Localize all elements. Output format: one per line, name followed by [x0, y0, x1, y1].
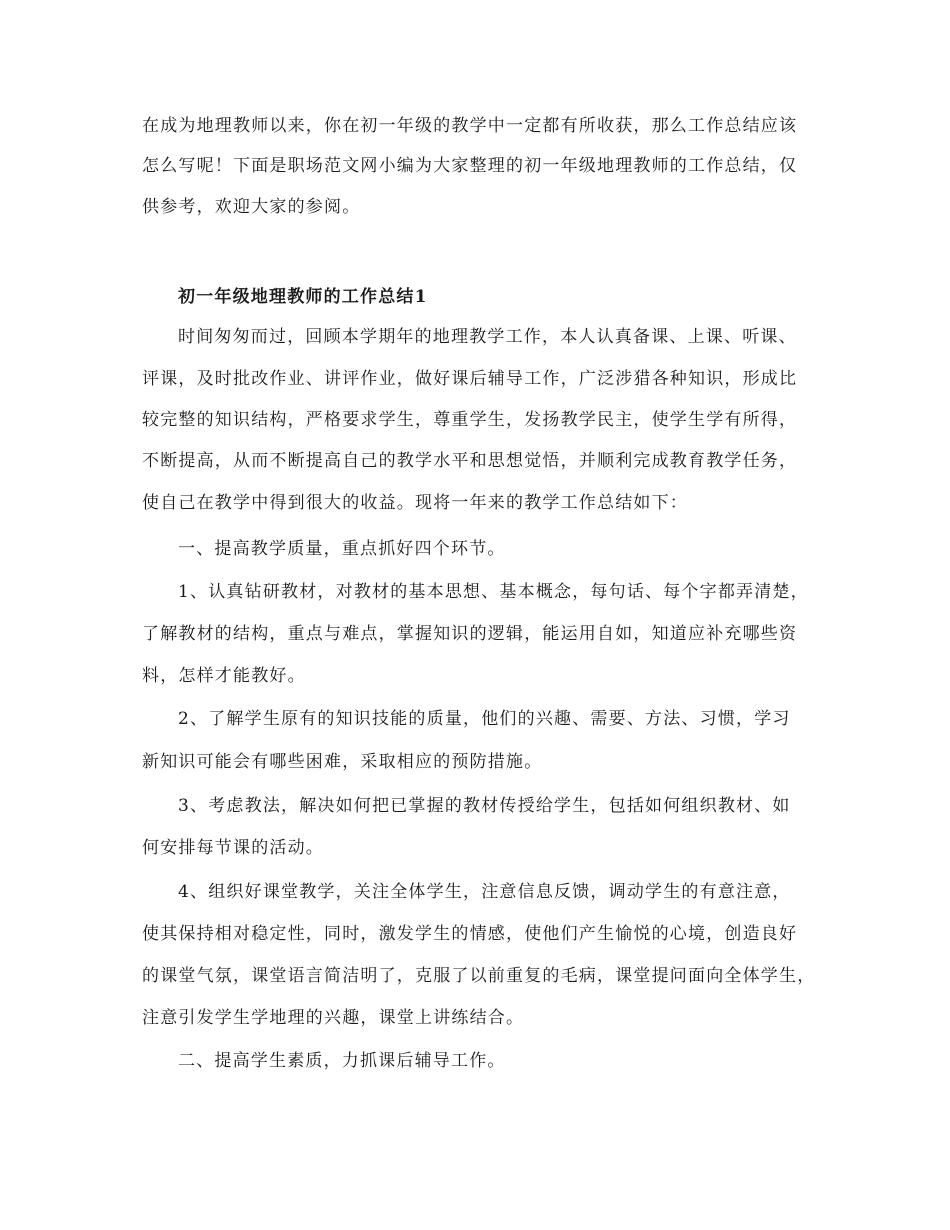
paragraph-line: 不断提高，从而不断提高自己的教学水平和思想觉悟，并顺利完成教育教学任务， [142, 451, 798, 471]
intro-line-1: 在成为地理教师以来，你在初一年级的教学中一定都有所收获，那么工作总结应该 [142, 116, 798, 136]
list-item-3-line: 何安排每节课的活动。 [142, 838, 324, 858]
list-item-2-line: 2、了解学生原有的知识技能的质量，他们的兴趣、需要、方法、习惯，学习 [178, 709, 791, 729]
list-item-4-line: 4、组织好课堂教学，关注全体学生，注意信息反馈，调动学生的有意注意， [178, 882, 791, 902]
paragraph-line: 较完整的知识结构，严格要求学生，尊重学生，发扬教学民主，使学生学有所得， [142, 410, 798, 430]
list-item-4-line: 注意引发学生学地理的兴趣，课堂上讲练结合。 [142, 1008, 525, 1028]
paragraph-line: 时间匆匆而过，回顾本学期年的地理教学工作，本人认真备课、上课、听课、 [178, 327, 797, 347]
list-item-4-line: 使其保持相对稳定性，同时，激发学生的情感，使他们产生愉悦的心境，创造良好 [142, 924, 798, 944]
subheading-one: 一、提高教学质量，重点抓好四个环节。 [178, 539, 506, 559]
subheading-two: 二、提高学生素质，力抓课后辅导工作。 [178, 1051, 506, 1071]
intro-line-2: 怎么写呢！下面是职场范文网小编为大家整理的初一年级地理教师的工作总结，仅 [142, 156, 798, 176]
list-item-1-line: 了解教材的结构，重点与难点，掌握知识的逻辑，能运用自如，知道应补充哪些资 [142, 624, 798, 644]
paragraph-line: 评课，及时批改作业、讲评作业，做好课后辅导工作，广泛涉猎各种知识，形成比 [142, 369, 798, 389]
paragraph-line: 使自己在教学中得到很大的收益。现将一年来的教学工作总结如下： [142, 493, 688, 513]
list-item-1-line: 1、认真钻研教材，对教材的基本思想、基本概念，每句话、每个字都弄清楚， [178, 582, 809, 602]
list-item-1-line: 料，怎样才能教好。 [142, 666, 306, 686]
intro-line-3: 供参考，欢迎大家的参阅。 [142, 197, 361, 217]
list-item-4-line: 的课堂气氛，课堂语言简洁明了，克服了以前重复的毛病，课堂提问面向全体学生， [142, 966, 816, 986]
list-item-2-line: 新知识可能会有哪些困难，采取相应的预防措施。 [142, 752, 543, 772]
list-item-3-line: 3、考虑教法，解决如何把已掌握的教材传授给学生，包括如何组织教材、如 [178, 796, 791, 816]
section-title: 初一年级地理教师的工作总结1 [178, 287, 428, 307]
